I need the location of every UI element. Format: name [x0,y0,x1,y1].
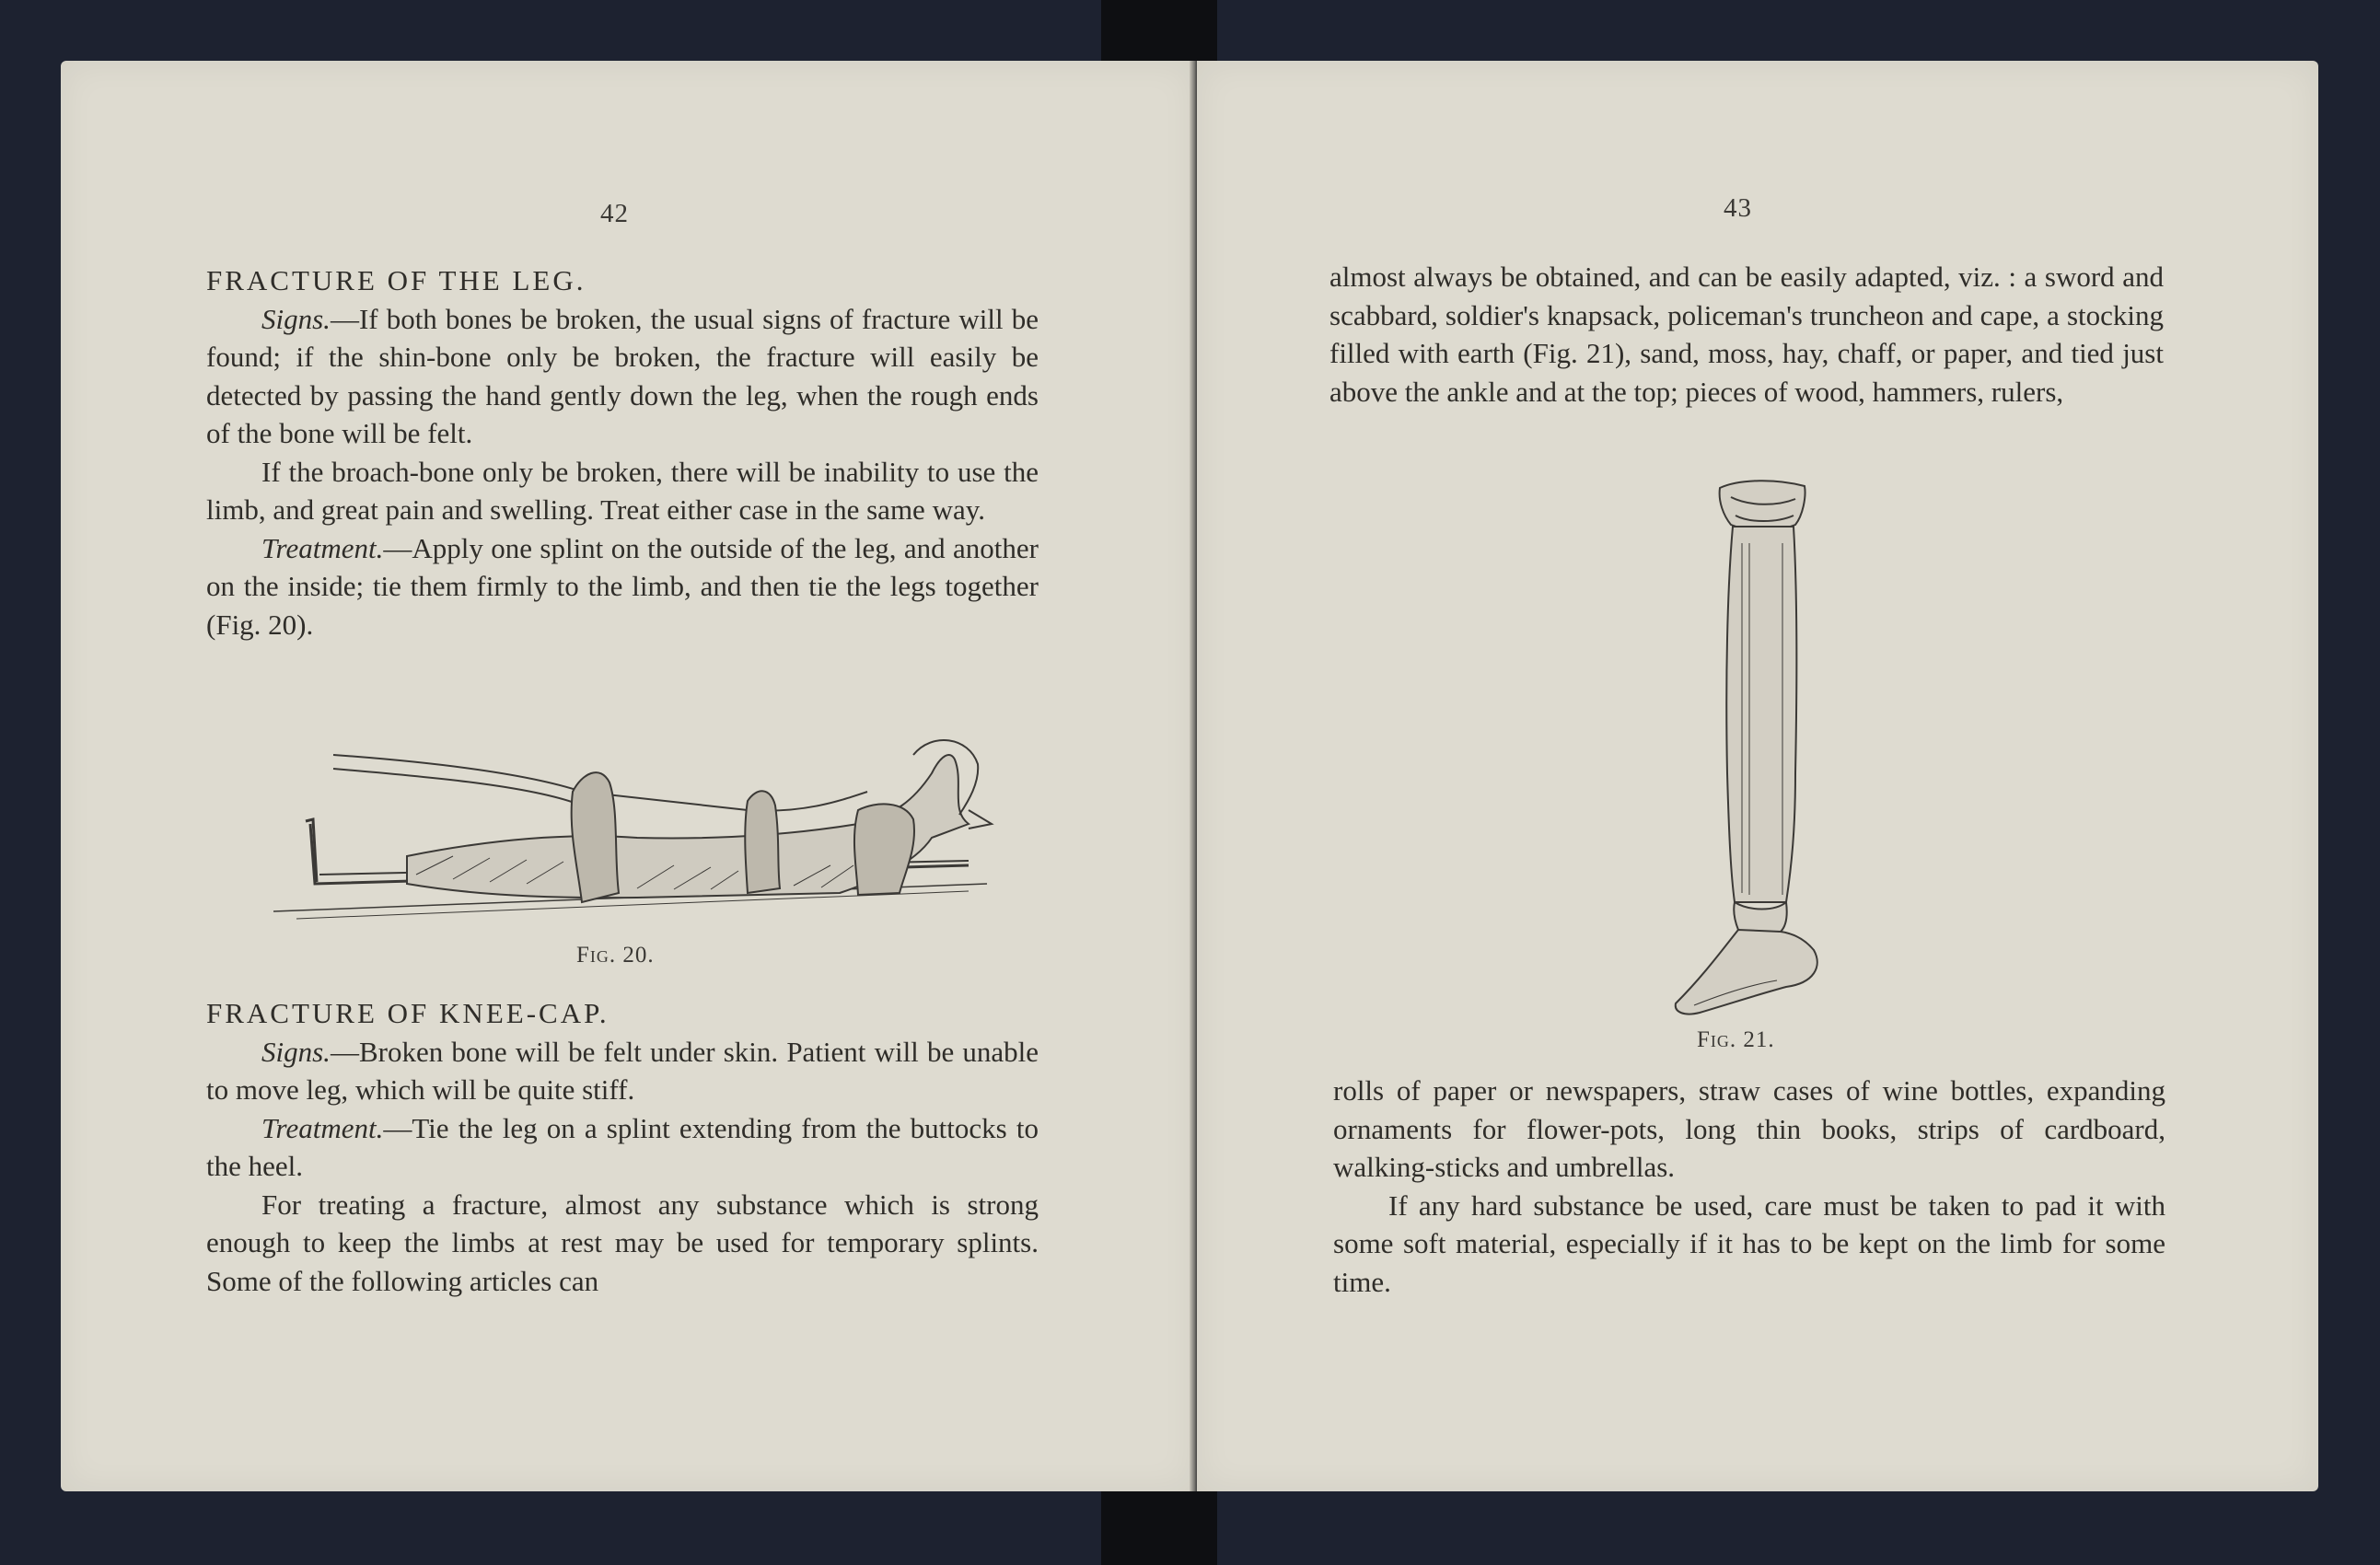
spine-bottom [1101,1490,1217,1565]
paragraph-knee-treatment [206,1109,1039,1186]
label-knee-treatment: Treatment. [261,1111,384,1144]
text-knee-signs: —Broken bone will be felt under skin. Patient will be unable to move leg, which will be quite stiff. [206,1035,1039,1106]
paragraph-splint-articles: almost always be obtained, and can be easily adapted, viz. : a sword and scabbard, soldier's knapsack, policeman's truncheon and cape, a stocking filled with earth (Fig. 21), sand, moss, hay, chaff, or paper, and tied just above the ankle and at the top; pieces of wood, hammers, rulers, [1329,261,2164,408]
left-text-bottom [206,994,1039,1300]
left-page-number: 42 [600,199,629,228]
right-page-number: 43 [1724,193,1752,223]
paragraph-splint-substances: For treating a fracture, almost any substance which is strong enough to keep the limbs at rest may be used for temporary splints. Some of the following articles can [206,1188,1039,1297]
text-leg-signs: —If both bones be broken, the usual signs of fracture will be found; if the shin-bone only be broken, the fracture will easily be detected by passing the hand gently down the leg, when the rough ends of the bone will be felt. [206,302,1039,449]
label-treatment: Treatment. [261,531,384,564]
heading-fracture-knee-cap: FRACTURE OF KNEE-CAP. [206,997,610,1029]
left-text-top [206,261,1039,643]
paragraph-rolls-of-paper: rolls of paper or newspapers, straw cases of wine bottles, expanding ornaments for flower-pots, long thin books, strips of cardboard, walking-sticks and umbrellas. [1333,1074,2165,1183]
right-text-top [1329,258,2164,411]
paragraph-broach-bone: If the broach-bone only be broken, there will be inability to use the limb, and great pain and swelling. Treat either case in the same way. [206,455,1039,526]
stocking-illustration [1657,479,1832,1022]
paragraph-knee-signs [206,1033,1039,1109]
paragraph-pad-hard-substance: If any hard substance be used, care must be taken to pad it with some soft material, especially if it has to be kept on the limb for some time. [1333,1188,2165,1298]
heading-fracture-leg: FRACTURE OF THE LEG. [206,264,586,296]
right-text-bottom [1333,1072,2165,1301]
text-knee-treatment: —Tie the leg on a splint extending from the buttocks to the heel. [206,1111,1039,1182]
label-knee-signs: Signs. [261,1035,331,1068]
spine-top [1101,0,1217,64]
label-signs: Signs. [261,302,331,335]
figure-20-caption: Fig. 20. [576,943,655,968]
text-leg-treatment: —Apply one splint on the outside of the leg, and another on the inside; tie them firmly to the limb, and then tie the legs together (Fig. 20). [206,531,1039,641]
figure-20-leg-splint [269,736,996,939]
paragraph-leg-signs [206,300,1039,453]
leg-splint-illustration [269,736,996,939]
figure-21-stocking [1657,479,1832,1022]
paragraph-leg-treatment [206,529,1039,644]
figure-21-caption: Fig. 21. [1697,1027,1775,1052]
